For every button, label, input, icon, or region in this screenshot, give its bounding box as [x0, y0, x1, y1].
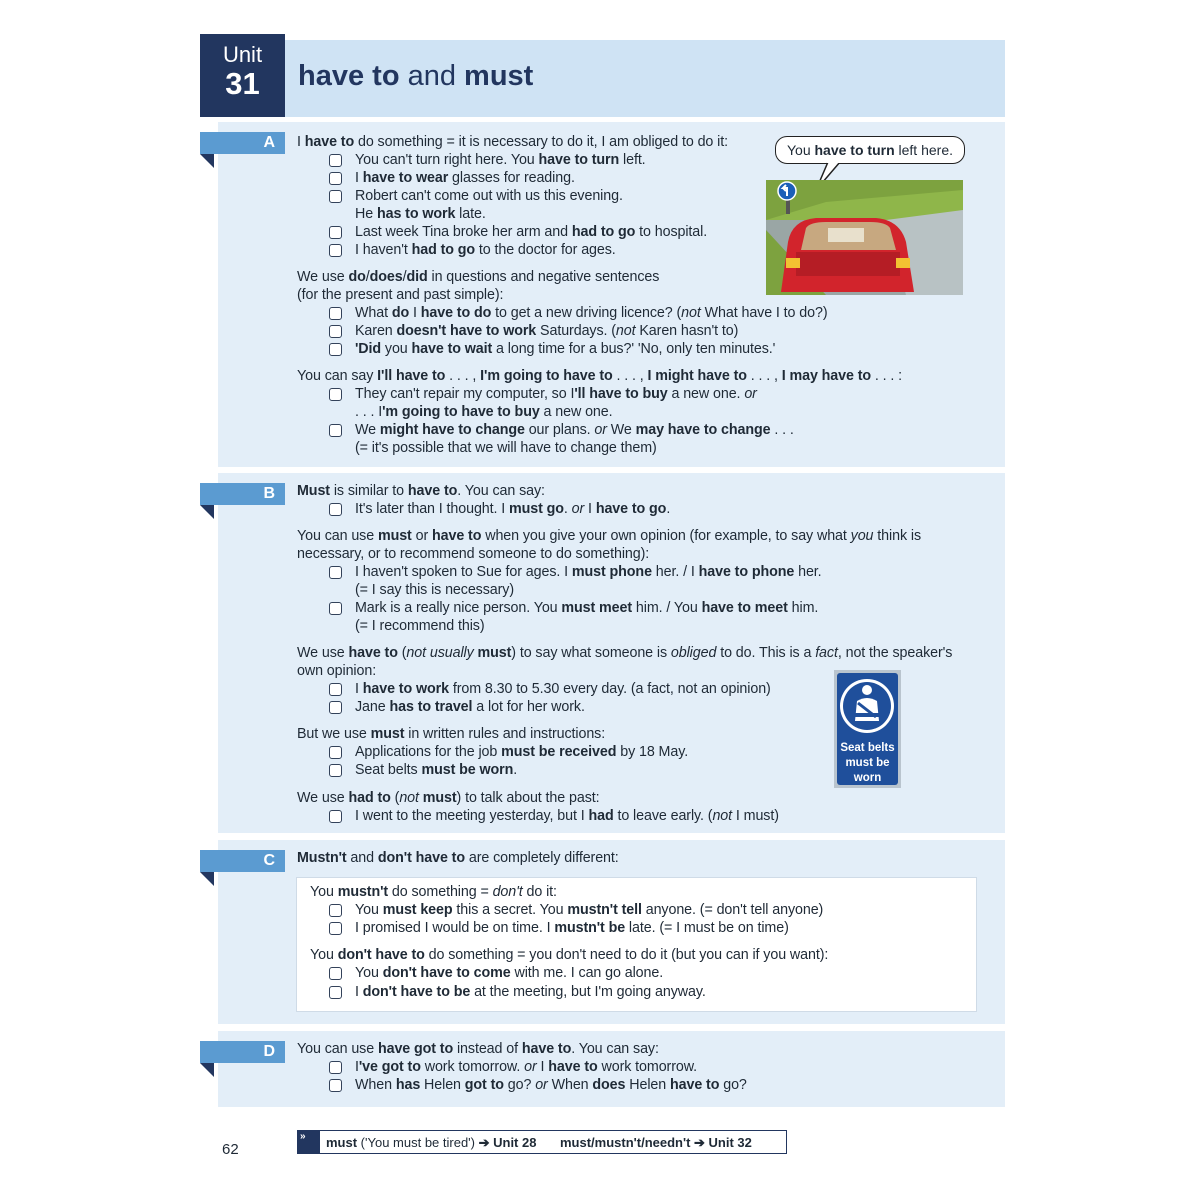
- a-example-4: Last week Tina broke her arm and had to go to hospital.: [355, 223, 707, 241]
- c-line-1: Mustn't and don't have to are completely different:: [297, 850, 619, 866]
- checkbox-icon: [329, 154, 342, 167]
- sign-text-3: worn: [853, 772, 882, 784]
- b-line-5: I haven't spoken to Sue for ages. I must phone her. / I have to phone her.: [355, 563, 822, 581]
- checkbox-icon: [329, 922, 342, 935]
- a-q-2: Karen doesn't have to work Saturdays. (not Karen hasn't to): [355, 322, 738, 340]
- d-line-2: I've got to work tomorrow. or I have to work tomorrow.: [355, 1058, 697, 1076]
- a-e-1: They can't repair my computer, so I'll have to buy a new one. or: [355, 385, 757, 403]
- a-e-4: (= it's possible that we will have to change them): [355, 440, 657, 456]
- b-line-2: It's later than I thought. I must go. or I have to go.: [355, 500, 670, 518]
- b-line-16: We use had to (not must) to talk about the past:: [297, 790, 600, 806]
- a-intro-2: We use do/does/did in questions and negative sentences: [297, 269, 660, 285]
- c-line-4: I promised I would be on time. I mustn't be late. (= I must be on time): [355, 919, 789, 937]
- a-line-0: I have to do something = it is necessary to do it, I am obliged to do it:: [297, 134, 728, 150]
- section-a-tag: A: [200, 132, 285, 154]
- car-turning-left-illustration: [766, 180, 963, 295]
- a-example-1: You can't turn right here. You have to turn left.: [355, 151, 646, 169]
- a-example-3: Robert can't come out with us this evening.: [355, 187, 623, 205]
- checkbox-icon: [329, 343, 342, 356]
- unit-number: 31: [225, 66, 260, 101]
- checkbox-icon: [329, 307, 342, 320]
- unit-label: Unit: [222, 42, 263, 67]
- speech-bubble: You have to turn left here.: [775, 136, 965, 164]
- checkbox-icon: [329, 701, 342, 714]
- checkbox-icon: [329, 746, 342, 759]
- checkbox-icon: [329, 503, 342, 516]
- checkbox-icon: [329, 904, 342, 917]
- seatbelt-sign: [834, 670, 901, 788]
- checkbox-icon: [329, 764, 342, 777]
- a-q-3: 'Did you have to wait a long time for a bus?' 'No, only ten minutes.': [355, 340, 775, 358]
- sign-text-2: must be: [845, 757, 890, 769]
- a-e-2: . . . I'm going to have to buy a new one.: [355, 404, 613, 420]
- a-e-3: We might have to change our plans. or We may have to change . . .: [355, 421, 794, 439]
- c-line-5: You don't have to do something = you don't need to do it (but you can if you want):: [310, 947, 829, 963]
- checkbox-icon: [329, 1061, 342, 1074]
- a-q-1: What do I have to do to get a new driving licence? (not What have I to do?): [355, 304, 828, 322]
- checkbox-icon: [329, 810, 342, 823]
- b-line-9: We use have to (not usually must) to say what someone is obliged to do. This is a fact, not the speaker's: [297, 645, 953, 661]
- checkbox-icon: [329, 967, 342, 980]
- b-line-15: Seat belts must be worn.: [355, 761, 517, 779]
- b-line-7: Mark is a really nice person. You must meet him. / You have to meet him.: [355, 599, 818, 617]
- checkbox-icon: [329, 172, 342, 185]
- unit-badge: [200, 34, 285, 117]
- a-intro-3: You can say I'll have to . . . , I'm going to have to . . . , I might have to . . . , I may have to . . . :: [297, 368, 903, 384]
- b-line-6: (= I say this is necessary): [355, 582, 514, 598]
- sign-text-1: Seat belts: [840, 742, 895, 754]
- b-line-17: I went to the meeting yesterday, but I had to leave early. (not I must): [355, 807, 779, 825]
- checkbox-icon: [329, 226, 342, 239]
- page-title: have to and must: [298, 60, 534, 92]
- cross-reference-box: [297, 1130, 787, 1154]
- b-line-4: necessary, or to recommend someone to do something):: [297, 546, 650, 562]
- b-line-1: Must is similar to have to. You can say:: [297, 483, 545, 499]
- c-line-3: You must keep this a secret. You mustn't tell anyone. (= don't tell anyone): [355, 901, 823, 919]
- title-bar: [285, 40, 1005, 117]
- section-d-tag: D: [200, 1041, 285, 1063]
- a-example-2: I have to wear glasses for reading.: [355, 169, 575, 187]
- d-line-1: You can use have got to instead of have to. You can say:: [297, 1041, 659, 1057]
- b-line-3: You can use must or have to when you give your own opinion (for example, to say what you think is: [297, 528, 921, 544]
- c-line-6: You don't have to come with me. I can go alone.: [355, 964, 663, 982]
- checkbox-icon: [329, 424, 342, 437]
- section-c-tag: C: [200, 850, 285, 872]
- checkbox-icon: [329, 986, 342, 999]
- checkbox-icon: [329, 325, 342, 338]
- checkbox-icon: [329, 683, 342, 696]
- checkbox-icon: [329, 388, 342, 401]
- checkbox-icon: [329, 1079, 342, 1092]
- a-intro-2b: (for the present and past simple):: [297, 287, 504, 303]
- a-example-3b: He has to work late.: [355, 206, 486, 222]
- c-line-2: You mustn't do something = don't do it:: [310, 884, 557, 900]
- checkbox-icon: [329, 602, 342, 615]
- d-line-3: When has Helen got to go? or When does Helen have to go?: [355, 1076, 747, 1094]
- b-line-11: I have to work from 8.30 to 5.30 every day. (a fact, not an opinion): [355, 680, 771, 698]
- b-line-13: But we use must in written rules and instructions:: [297, 726, 606, 742]
- seatbelt-person-icon: [837, 673, 898, 739]
- b-line-8: (= I recommend this): [355, 618, 485, 634]
- a-example-5: I haven't had to go to the doctor for ages.: [355, 241, 616, 259]
- double-chevron-icon: »: [298, 1131, 320, 1153]
- c-line-7: I don't have to be at the meeting, but I'm going anyway.: [355, 983, 706, 1001]
- checkbox-icon: [329, 566, 342, 579]
- checkbox-icon: [329, 190, 342, 203]
- b-line-12: Jane has to travel a lot for her work.: [355, 698, 585, 716]
- checkbox-icon: [329, 244, 342, 257]
- b-line-14: Applications for the job must be received by 18 May.: [355, 743, 688, 761]
- b-line-10: own opinion:: [297, 663, 377, 679]
- page-number: 62: [222, 1141, 239, 1158]
- section-b-tag: B: [200, 483, 285, 505]
- xref-unit-28-link[interactable]: must ('You must be tired') ➔ Unit 28: [326, 1135, 537, 1150]
- xref-unit-32-link[interactable]: must/mustn't/needn't ➔ Unit 32: [560, 1135, 752, 1150]
